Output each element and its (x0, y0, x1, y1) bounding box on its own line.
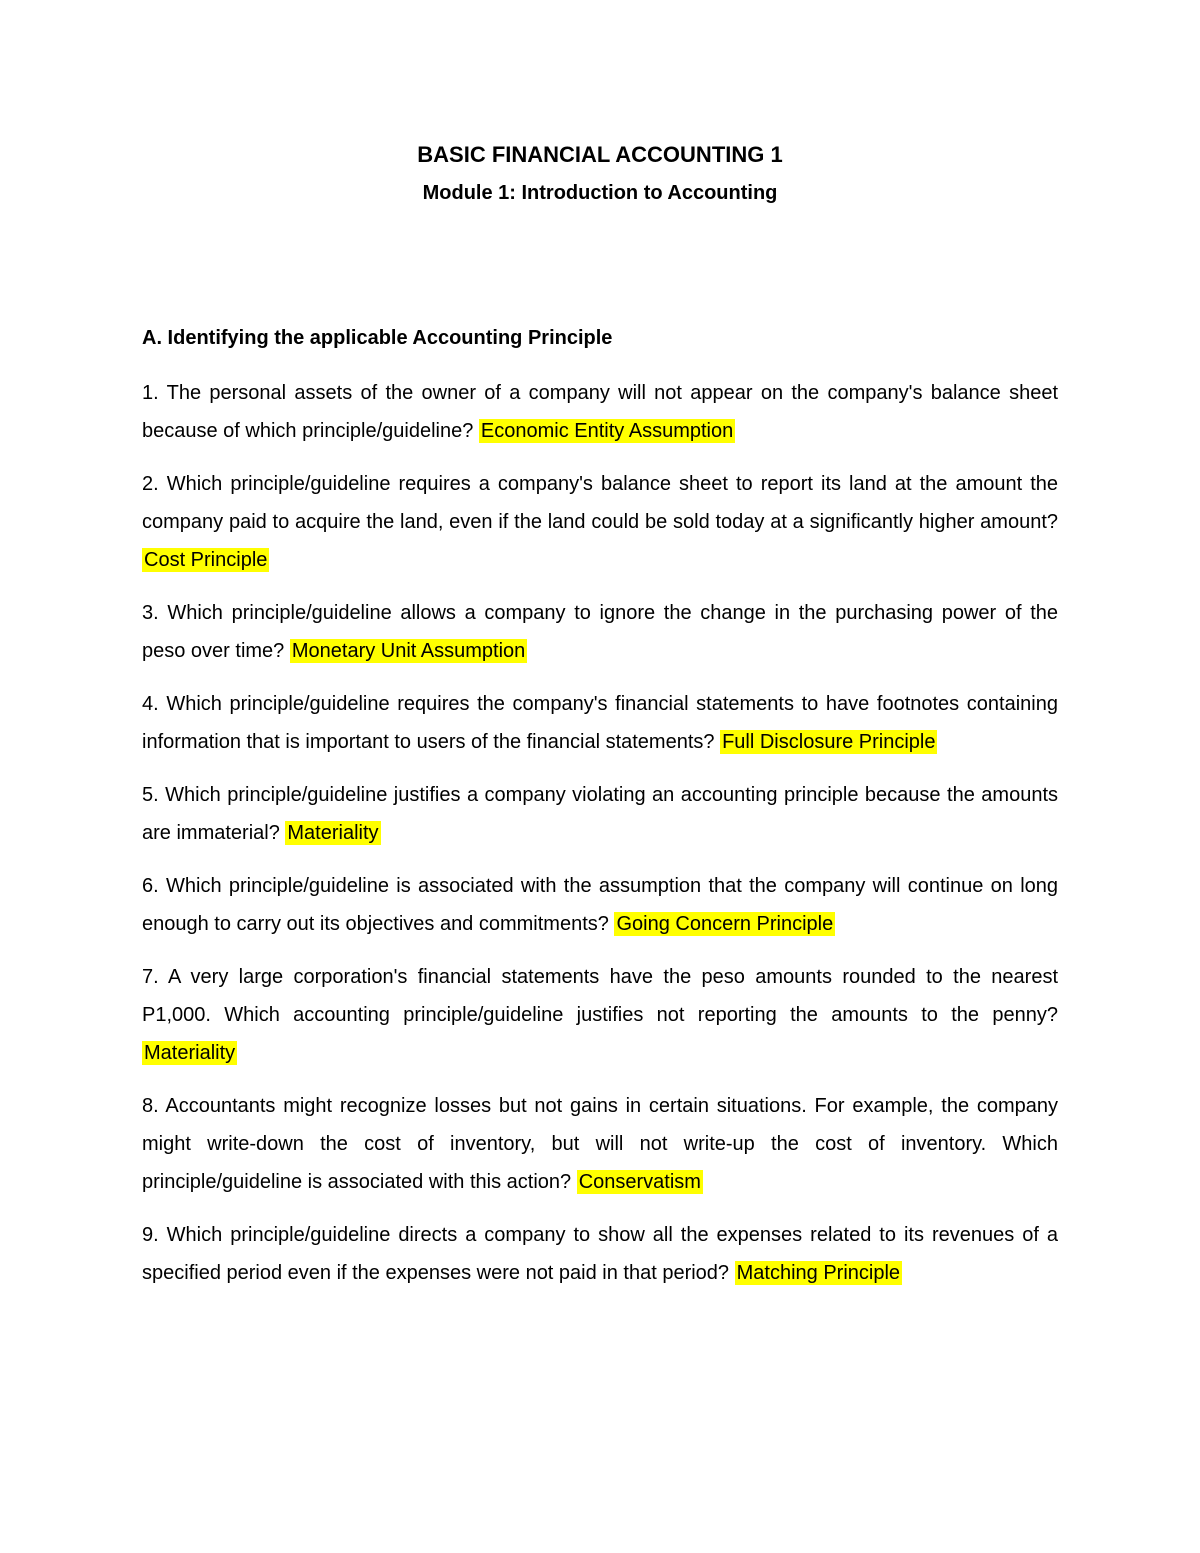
highlighted-answer: Cost Principle (144, 549, 268, 571)
question-3 (142, 594, 1058, 670)
question-5 (142, 776, 1058, 852)
question-text: Accountants might recognize losses but not gains in certain situations. For example, the company might write-down the cost of inventory, but will not write-up the cost of inventory. Which principle/guideline is associated with this action? (142, 1095, 1058, 1193)
question-1 (142, 374, 1058, 450)
question-7 (142, 958, 1058, 1072)
question-9 (142, 1216, 1058, 1292)
highlighted-answer: Matching Principle (736, 1262, 901, 1284)
question-text: The personal assets of the owner of a company will not appear on the company's balance sheet because of which principle/guideline? (142, 382, 1059, 442)
question-number: 1. (142, 382, 159, 404)
question-2 (142, 465, 1058, 579)
question-4 (142, 685, 1058, 761)
question-text: Which principle/guideline is associated with the assumption that the company will continue on long enough to carry out its objectives and commitments? (142, 875, 1059, 935)
question-number: 8. (142, 1095, 159, 1117)
question-8 (142, 1087, 1058, 1201)
question-text: Which principle/guideline justifies a company violating an accounting principle because the amounts are immaterial? (142, 784, 1059, 844)
document-body (142, 322, 1058, 1307)
question-number: 9. (142, 1224, 159, 1246)
document-subtitle: Module 1: Introduction to Accounting (422, 182, 778, 204)
section-heading: A. Identifying the applicable Accounting Principle (142, 327, 613, 349)
question-text: Which principle/guideline requires the company's financial statements to have footnotes containing information that is important to users of the financial statements? (142, 693, 1058, 753)
highlighted-answer: Conservatism (578, 1171, 701, 1193)
highlighted-answer: Monetary Unit Assumption (291, 640, 526, 662)
highlighted-answer: Going Concern Principle (616, 913, 834, 935)
question-text: A very large corporation's financial statements have the peso amounts rounded to the nearest P1,000. Which accounting principle/guideline justifies not reporting the amounts to the penny? (142, 966, 1059, 1026)
question-number: 6. (142, 875, 159, 897)
question-number: 3. (142, 602, 159, 624)
highlighted-answer: Economic Entity Assumption (480, 420, 734, 442)
question-text: Which principle/guideline requires a company's balance sheet to report its land at the amount the company paid to acquire the land, even if the land could be sold today at a significantly higher amount? (142, 473, 1058, 533)
question-number: 4. (142, 693, 159, 715)
question-number: 5. (142, 784, 159, 806)
question-6 (142, 867, 1058, 943)
highlighted-answer: Materiality (144, 1042, 236, 1064)
question-number: 7. (142, 966, 159, 988)
document-title: BASIC FINANCIAL ACCOUNTING 1 (417, 142, 783, 167)
question-text: Which principle/guideline allows a company to ignore the change in the purchasing power of the peso over time? (142, 602, 1058, 662)
highlighted-answer: Full Disclosure Principle (722, 731, 936, 753)
question-number: 2. (142, 473, 159, 495)
highlighted-answer: Materiality (287, 822, 379, 844)
question-text: Which principle/guideline directs a company to show all the expenses related to its revenues of a specified period even if the expenses were not paid in that period? (142, 1224, 1058, 1284)
